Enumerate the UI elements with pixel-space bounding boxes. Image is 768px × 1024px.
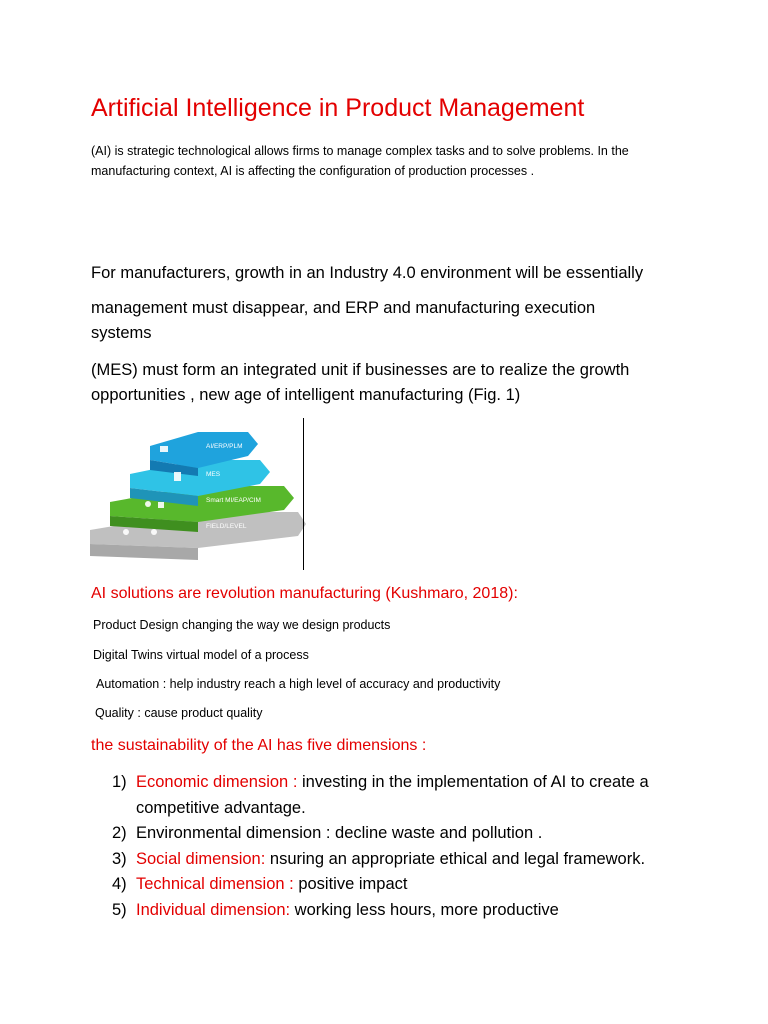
- gear-icon: [145, 501, 151, 507]
- body-line: (MES) must form an integrated unit if businesses are to realize the growth: [91, 361, 630, 379]
- page-title: Artificial Intelligence in Product Management: [91, 94, 585, 122]
- list-number: 5): [112, 900, 127, 919]
- dimension-label: Individual dimension:: [136, 900, 291, 919]
- monitor-icon: [160, 446, 168, 452]
- list-item: [112, 847, 712, 873]
- list-item: [112, 872, 712, 898]
- body-line: management must disappear, and ERP and manufacturing execution: [91, 299, 596, 317]
- dimension-label: Technical dimension :: [136, 875, 294, 893]
- level-label-mes: MES: [206, 471, 221, 478]
- list-item: [112, 898, 712, 924]
- list-item: [112, 821, 712, 847]
- sensor-icon: [123, 529, 129, 535]
- dimension-text: investing in the implementation of AI to create a competitive advantage.: [136, 773, 649, 817]
- list-number: 4): [112, 875, 127, 893]
- dimension-label: Social dimension:: [136, 849, 266, 868]
- dimensions-list: [112, 770, 712, 923]
- solution-item: Digital Twins virtual model of a process: [93, 648, 309, 662]
- dimension-label: Environmental dimension :: [136, 824, 331, 842]
- level-label-field: FIELD/LEVEL: [206, 523, 247, 530]
- server-icon: [174, 472, 181, 481]
- figure-divider: [303, 418, 304, 570]
- solution-item: Automation : help industry reach a high level of accuracy and productivity: [96, 677, 501, 691]
- sustainability-heading: the sustainability of the AI has five dimensions :: [91, 737, 427, 754]
- level-label-ai: AI/ERP/PLM: [206, 443, 243, 450]
- level-label-smart: Smart MI/EAP/CIM: [206, 497, 261, 504]
- dimension-label: Economic dimension :: [136, 773, 298, 791]
- dimension-text: working less hours, more productive: [290, 900, 559, 919]
- solution-item: Product Design changing the way we design products: [93, 618, 391, 632]
- solution-item: Quality : cause product quality: [95, 706, 263, 720]
- dimension-text: positive impact: [293, 875, 408, 893]
- dimension-text: decline waste and pollution .: [330, 824, 543, 842]
- dimension-text: nsuring an appropriate ethical and legal framework.: [265, 849, 646, 868]
- list-number: 1): [112, 773, 127, 791]
- body-line: opportunities , new age of intelligent manufacturing (Fig. 1): [91, 386, 521, 404]
- solutions-heading: AI solutions are revolution manufacturing (Kushmaro, 2018):: [91, 585, 518, 602]
- chip-icon: [158, 502, 164, 508]
- wifi-icon: [151, 529, 157, 535]
- intro-paragraph: (AI) is strategic technological allows firms to manage complex tasks and to solve problems. In the manufacturing context, AI is affecting the configuration of production processes .: [91, 144, 629, 178]
- body-line: For manufacturers, growth in an Industry 4.0 environment will be essentially: [91, 264, 644, 282]
- body-line: systems: [91, 324, 152, 342]
- list-number: 3): [112, 849, 127, 868]
- list-item: [112, 770, 712, 821]
- list-number: 2): [112, 824, 127, 842]
- pyramid-figure: [88, 418, 318, 573]
